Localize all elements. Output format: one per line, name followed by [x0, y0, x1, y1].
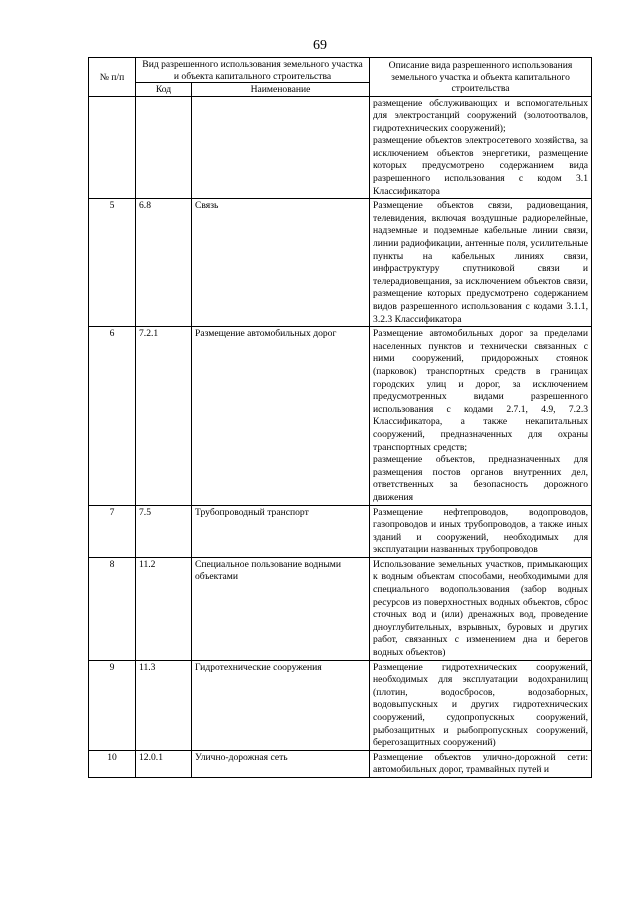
header-group: Вид разрешенного использования земельного участка и объекта капитального строительства [136, 58, 370, 83]
row-code: 7.2.1 [136, 327, 192, 505]
table-row [89, 96, 592, 199]
header-num: № п/п [89, 58, 136, 97]
row-number: 10 [89, 750, 136, 777]
description-paragraph: Использование земельных участков, примыкающих к водным объектам способами, необходимыми для специального водопользования (забор водных ресурсов из поверхностных водных объектов, сброс сточных вод и (или) дренажных вод, проведение дноуглубительных, взрывных, буровых и других работ, связанных с изменением дна и берегов водных объектов) [373, 558, 589, 659]
row-number: 5 [89, 199, 136, 327]
description-paragraph: Размещение гидротехнических сооружений, необходимых для эксплуатации водохранилищ (плотин, водосбросов, водозаборных, водовыпускных и других гидротехнических сооружений, судопропускных сооружений, рыбозащитных и рыбопропускных сооружений, берегозащитных сооружений) [373, 661, 589, 749]
description-paragraph: размещение объектов электросетевого хозяйства, за исключением объектов энергетики, размещение которых предусмотрено содержанием вида разрешенного использования с кодом 3.1 Классификатора [373, 135, 589, 197]
description-paragraph: Размещение автомобильных дорог за пределами населенных пунктов и технически связанных с ними сооружений, придорожных стоянок (парковок) транспортных средств в границах городских улиц и дорог, за исключением предусмотренных видами разрешенного использования с кодами 2.7.1, 4.9, 7.2.3 Классификатора, а также некапитальных сооружений, предназначенных для охраны транспортных средств; [373, 328, 589, 453]
table-row [89, 660, 592, 750]
table-row [89, 199, 592, 327]
page-number: 69 [313, 38, 327, 53]
row-name: Улично-дорожная сеть [192, 750, 370, 777]
table-row [89, 505, 592, 557]
row-code: 11.3 [136, 660, 192, 750]
row-description [370, 557, 592, 660]
row-description [370, 199, 592, 327]
row-code: 12.0.1 [136, 750, 192, 777]
row-description [370, 660, 592, 750]
row-description [370, 505, 592, 557]
description-paragraph: Размещение объектов улично-дорожной сети: автомобильных дорог, трамвайных путей и [373, 751, 589, 776]
row-description [370, 750, 592, 777]
row-number: 6 [89, 327, 136, 505]
description-paragraph: Размещение объектов связи, радиовещания, телевидения, включая воздушные радиорелейные, надземные и подземные кабельные линии связи, линии радиофикации, антенные поля, усилительные пункты на кабельных линиях связи, инфраструктуру спутниковой связи и телерадиовещания, за исключением объектов связи, размещение которых предусмотрено содержанием видов разрешенного использования с кодами 3.1.1, 3.2.3 Классификатора [373, 200, 589, 325]
row-number: 7 [89, 505, 136, 557]
row-name: Размещение автомобильных дорог [192, 327, 370, 505]
header-description: Описание вида разрешенного использования земельного участка и объекта капитального строительства [370, 58, 592, 97]
row-name: Трубопроводный транспорт [192, 505, 370, 557]
row-code: 7.5 [136, 505, 192, 557]
row-number [89, 96, 136, 199]
table-row [89, 557, 592, 660]
row-name: Связь [192, 199, 370, 327]
row-name: Специальное пользование водными объектами [192, 557, 370, 660]
table-row [89, 327, 592, 505]
row-code: 6.8 [136, 199, 192, 327]
row-description [370, 327, 592, 505]
description-paragraph: размещение обслуживающих и вспомогательных для электростанций сооружений (золотоотвалов, гидротехнических сооружений); [373, 97, 589, 134]
table-row [89, 750, 592, 777]
row-name: Гидротехнические сооружения [192, 660, 370, 750]
header-row [89, 58, 592, 83]
description-paragraph: размещение объектов, предназначенных для размещения постов органов внутренних дел, ответственных за безопасность дорожного движения [373, 454, 589, 503]
row-name [192, 96, 370, 199]
header-name: Наименование [192, 83, 370, 97]
header-code: Код [136, 83, 192, 97]
row-number: 8 [89, 557, 136, 660]
land-use-table [88, 57, 592, 778]
row-code [136, 96, 192, 199]
row-description [370, 96, 592, 199]
row-number: 9 [89, 660, 136, 750]
row-code: 11.2 [136, 557, 192, 660]
table-body [89, 96, 592, 777]
description-paragraph: Размещение нефтепроводов, водопроводов, газопроводов и иных трубопроводов, а также иных зданий и сооружений, необходимых для эксплуатации названных трубопроводов [373, 506, 589, 556]
